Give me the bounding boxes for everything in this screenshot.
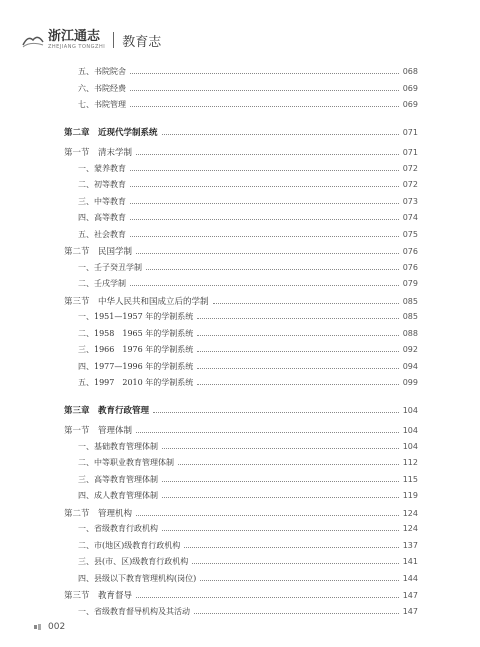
toc-item-row[interactable] — [64, 229, 418, 243]
dot-leader — [130, 230, 399, 237]
toc-entry-title: 一、省级教育行政机构 — [78, 524, 158, 533]
toc-entry-title: 第一节 清末学制 — [64, 148, 133, 158]
toc-entry-page: 069 — [402, 100, 418, 109]
toc-item-row[interactable] — [64, 179, 418, 193]
brand — [48, 30, 105, 50]
dot-leader — [130, 84, 399, 91]
toc-item-row[interactable] — [64, 457, 418, 471]
toc-item-row[interactable] — [64, 196, 418, 210]
dot-leader — [192, 557, 398, 564]
toc-entry-title: 第三章 教育行政管理 — [64, 405, 150, 416]
volume-title: 教育志 — [122, 34, 162, 50]
toc-section-row[interactable] — [64, 507, 418, 521]
toc-entry-title: 四、成人教育管理体制 — [78, 491, 158, 500]
toc-item-row[interactable] — [64, 328, 418, 342]
toc-entry-page: 068 — [402, 67, 418, 76]
toc-entry-page: 147 — [402, 606, 418, 616]
toc-entry-page: 073 — [402, 196, 418, 206]
toc-entry-title: 第三节 教育督导 — [64, 591, 133, 601]
toc-entry-page: 141 — [402, 557, 418, 566]
toc-entry-page: 094 — [402, 361, 418, 371]
toc-item-row[interactable] — [64, 311, 418, 325]
toc-item-row[interactable] — [64, 83, 418, 97]
toc-entry-page: 104 — [402, 405, 418, 415]
toc-entry-title: 一、基础教育管理体制 — [78, 441, 158, 451]
dot-leader — [194, 607, 399, 614]
toc-item-row[interactable] — [64, 212, 418, 226]
toc-entry-title: 第二章 近现代学制系统 — [64, 127, 158, 138]
toc-entry-page: 115 — [402, 474, 418, 484]
toc-entry-page: 104 — [402, 441, 418, 451]
dot-leader — [136, 426, 399, 433]
toc-entry-page: 074 — [402, 213, 418, 222]
toc-entry-title: 七、书院管理 — [78, 100, 126, 109]
dot-leader — [130, 279, 399, 286]
toc-item-row[interactable] — [64, 523, 418, 537]
toc-entry-title: 二、初等教育 — [78, 180, 126, 189]
toc-entry-page: 092 — [402, 345, 418, 354]
dot-leader — [136, 509, 399, 516]
toc-entry-title: 五、社会教育 — [78, 229, 126, 239]
toc-entry-page: 085 — [402, 296, 418, 306]
toc-section-row[interactable] — [64, 245, 418, 259]
toc-entry-page: 076 — [402, 262, 418, 272]
toc-item-row[interactable] — [64, 474, 418, 488]
toc-item-row[interactable] — [64, 278, 418, 292]
dot-leader — [130, 100, 399, 107]
toc-item-row[interactable] — [64, 361, 418, 375]
dot-leader — [130, 67, 399, 74]
dot-leader — [130, 164, 399, 171]
toc-entry-page: 099 — [402, 378, 418, 387]
dot-leader — [136, 591, 399, 598]
toc-entry-page: 104 — [402, 426, 418, 435]
page-marker-icon — [34, 623, 42, 631]
toc-entry-page: 124 — [402, 524, 418, 533]
dot-leader — [153, 406, 399, 413]
toc-entry-title: 六、书院经费 — [78, 83, 126, 93]
dot-leader — [136, 148, 399, 155]
dot-leader — [162, 524, 399, 531]
toc-section-row[interactable] — [64, 424, 418, 438]
dot-leader — [162, 128, 399, 135]
toc-entry-page: 071 — [402, 127, 418, 137]
dot-leader — [197, 362, 398, 369]
toc-entry-title: 三、县(市、区)级教育行政机构 — [78, 557, 189, 566]
toc-entry-page: 119 — [402, 491, 418, 500]
page-footer — [34, 622, 65, 632]
brand-name-english: ZHEJIANG TONGZHI — [48, 44, 106, 50]
toc-entry-page: 088 — [402, 328, 418, 338]
toc-entry-title: 第三节 中华人民共和国成立后的学制 — [64, 296, 209, 307]
dot-leader — [130, 180, 399, 187]
toc-item-row[interactable] — [64, 344, 418, 358]
dot-leader — [213, 297, 399, 304]
dot-leader — [197, 329, 398, 336]
toc-entry-page: 076 — [402, 247, 418, 256]
logo-icon — [22, 32, 44, 48]
dot-leader — [162, 475, 399, 482]
toc-entry-page: 112 — [402, 458, 418, 467]
toc-entry-title: 四、高等教育 — [78, 213, 126, 222]
dot-leader — [162, 491, 399, 498]
toc-entry-page: 144 — [402, 573, 418, 583]
toc-entry-page: 069 — [402, 83, 418, 93]
dot-leader — [146, 263, 399, 270]
toc-entry-title: 第二节 民国学制 — [64, 247, 133, 257]
dot-leader — [200, 574, 398, 581]
dot-leader — [197, 378, 398, 385]
toc-item-row[interactable] — [64, 573, 418, 587]
toc-item-row[interactable] — [64, 377, 418, 391]
toc-item-row[interactable] — [64, 66, 418, 80]
dot-leader — [162, 442, 399, 449]
toc-section-row[interactable] — [64, 295, 418, 309]
toc-entry-title: 第一节 管理体制 — [64, 426, 133, 436]
toc-section-row[interactable] — [64, 589, 418, 603]
toc-chapter-row[interactable] — [64, 126, 418, 140]
toc-entry-title: 三、中等教育 — [78, 196, 126, 206]
toc-entry-page: 147 — [402, 591, 418, 600]
toc-entry-title: 四、县级以下教育管理机构(岗位) — [78, 573, 197, 583]
dot-leader — [178, 458, 399, 465]
toc-item-row[interactable] — [64, 163, 418, 177]
toc-entry-title: 五、1997 2010 年的学制系统 — [78, 378, 194, 387]
dot-leader — [197, 345, 398, 352]
toc-item-row[interactable] — [64, 262, 418, 276]
toc-entry-title: 一、省级教育督导机构及其活动 — [78, 606, 190, 616]
toc-section-row[interactable] — [64, 146, 418, 160]
dot-leader — [130, 213, 399, 220]
toc-entry-page: 072 — [402, 180, 418, 189]
page-header — [22, 26, 161, 54]
page-number: 002 — [48, 622, 66, 632]
toc-entry-page: 079 — [402, 279, 418, 288]
toc-entry-page: 137 — [402, 540, 418, 550]
header-divider — [113, 32, 114, 48]
toc-entry-title: 三、1966 1976 年的学制系统 — [78, 345, 194, 354]
dot-leader — [136, 247, 399, 254]
dot-leader — [130, 197, 399, 204]
toc-entry-title: 二、1958 1965 年的学制系统 — [78, 328, 194, 338]
toc-entry-title: 第二节 管理机构 — [64, 508, 133, 519]
toc-entry-title: 一、1951—1957 年的学制系统 — [78, 312, 194, 321]
toc-entry-page: 072 — [402, 163, 418, 173]
toc-entry-title: 四、1977—1996 年的学制系统 — [78, 361, 194, 371]
toc-entry-title: 五、书院院舍 — [78, 67, 126, 76]
toc-entry-title: 二、市(地区)级教育行政机构 — [78, 540, 181, 550]
toc-entry-page: 071 — [402, 148, 418, 157]
dot-leader — [184, 541, 398, 548]
toc-entry-title: 三、高等教育管理体制 — [78, 474, 158, 484]
toc-item-row[interactable] — [64, 606, 418, 620]
toc-entry-page: 124 — [402, 508, 418, 518]
toc-item-row[interactable] — [64, 441, 418, 455]
toc-item-row[interactable] — [64, 490, 418, 504]
toc-entry-title: 二、中等职业教育管理体制 — [78, 458, 174, 467]
toc-item-row[interactable] — [64, 99, 418, 113]
toc-item-row[interactable] — [64, 540, 418, 554]
dot-leader — [197, 312, 398, 319]
toc-item-row[interactable] — [64, 556, 418, 570]
toc-entry-page: 085 — [402, 312, 418, 321]
toc-entry-title: 一、壬子癸丑学制 — [78, 262, 142, 272]
toc-entry-title: 一、蒙养教育 — [78, 163, 126, 173]
toc-entry-page: 075 — [402, 229, 418, 239]
brand-name: 浙江通志 — [48, 29, 101, 44]
toc-chapter-row[interactable] — [64, 404, 418, 418]
toc-entry-title: 二、壬戌学制 — [78, 279, 126, 288]
